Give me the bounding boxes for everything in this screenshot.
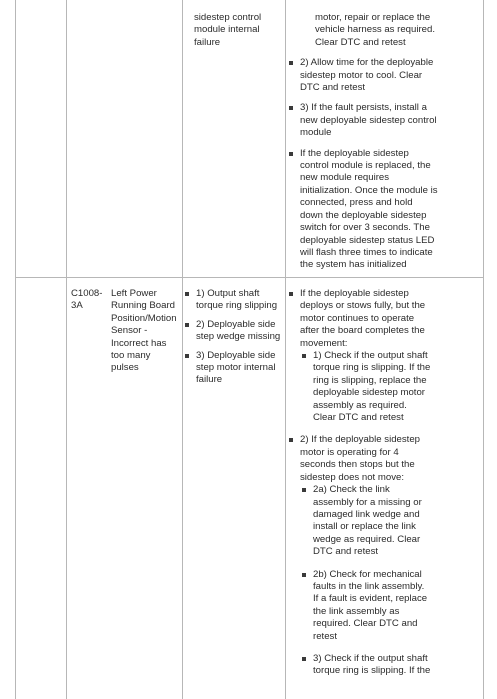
- action-sub-list: [300, 350, 431, 424]
- possible-causes-list: [182, 288, 282, 387]
- top-row-action-cell: [286, 12, 438, 280]
- list-item: 1) Check if the output shaft torque ring is slipping. If the ring is slipping, replace the deployable sidestep motor assembly as required. Clear DTC and retest: [300, 350, 431, 424]
- action-list: [286, 288, 431, 678]
- cause-continuation-text: sidestep control module internal failure: [194, 12, 262, 48]
- list-item: 3) Deployable side step motor internal failure: [182, 350, 282, 387]
- list-item: 3) If the fault persists, install a new deployable sidestep control module: [286, 102, 438, 139]
- list-item: 2) If the deployable sidestep motor is operating for 4 seconds then stops but the sidestep does not move: 2a) Check the link assembly for a missing or damaged link wedge and install or replace the link wedge as required. Clear DTC and retest 2b) Check for mechanical faults in the link assembly. If a fault is evident, replace the link assembly as required. Clear DTC and retest 3) Check if the output shaft torque ring is slipping. If the: [286, 434, 431, 677]
- top-row-action-list: [286, 57, 438, 272]
- action-cell: [286, 288, 431, 686]
- list-item: 2b) Check for mechanical faults in the link assembly. If a fault is evident, replace the link assembly as required. Clear DTC and retest: [300, 569, 431, 643]
- dtc-description-cell: [111, 288, 177, 375]
- dtc-code: C1008-3A: [71, 288, 103, 312]
- list-item: 2) Deployable side step wedge missing: [182, 319, 282, 344]
- possible-causes-cell: [182, 288, 282, 395]
- top-row-cause-cell: [194, 12, 280, 49]
- list-item: 1) Output shaft torque ring slipping: [182, 288, 282, 313]
- list-item: 2) Allow time for the deployable sidestep motor to cool. Clear DTC and retest: [286, 57, 438, 94]
- list-item: If the deployable sidestep control module is replaced, the new module requires initialization. Once the module is connected, press and hold down the deployable sidestep switch for over 3 seconds. The deployable sidestep status LED will flash three times to indicate the system has initialized: [286, 148, 438, 272]
- action-sub-list: [300, 484, 431, 678]
- dtc-code-cell: [71, 288, 105, 313]
- list-item: 2a) Check the link assembly for a missing or damaged link wedge and install or replace the link wedge as required. Clear DTC and retest: [300, 484, 431, 558]
- dtc-description: Left Power Running Board Position/Motion Sensor - Incorrect has too many pulses: [111, 288, 177, 374]
- table-border-right: [483, 0, 484, 699]
- list-item: If the deployable sidestep deploys or stows fully, but the motor continues to operate after the board completes the movement: 1) Check if the output shaft torque ring is slipping. If the ring is slipping, replace the deployable sidestep motor assembly as required. Clear DTC and retest: [286, 288, 431, 424]
- action-continuation-text: motor, repair or replace the vehicle harness as required. Clear DTC and retest: [315, 12, 435, 48]
- table-border-left: [15, 0, 16, 699]
- list-item: 3) Check if the output shaft torque ring is slipping. If the: [300, 653, 431, 678]
- column-divider-1: [66, 0, 67, 699]
